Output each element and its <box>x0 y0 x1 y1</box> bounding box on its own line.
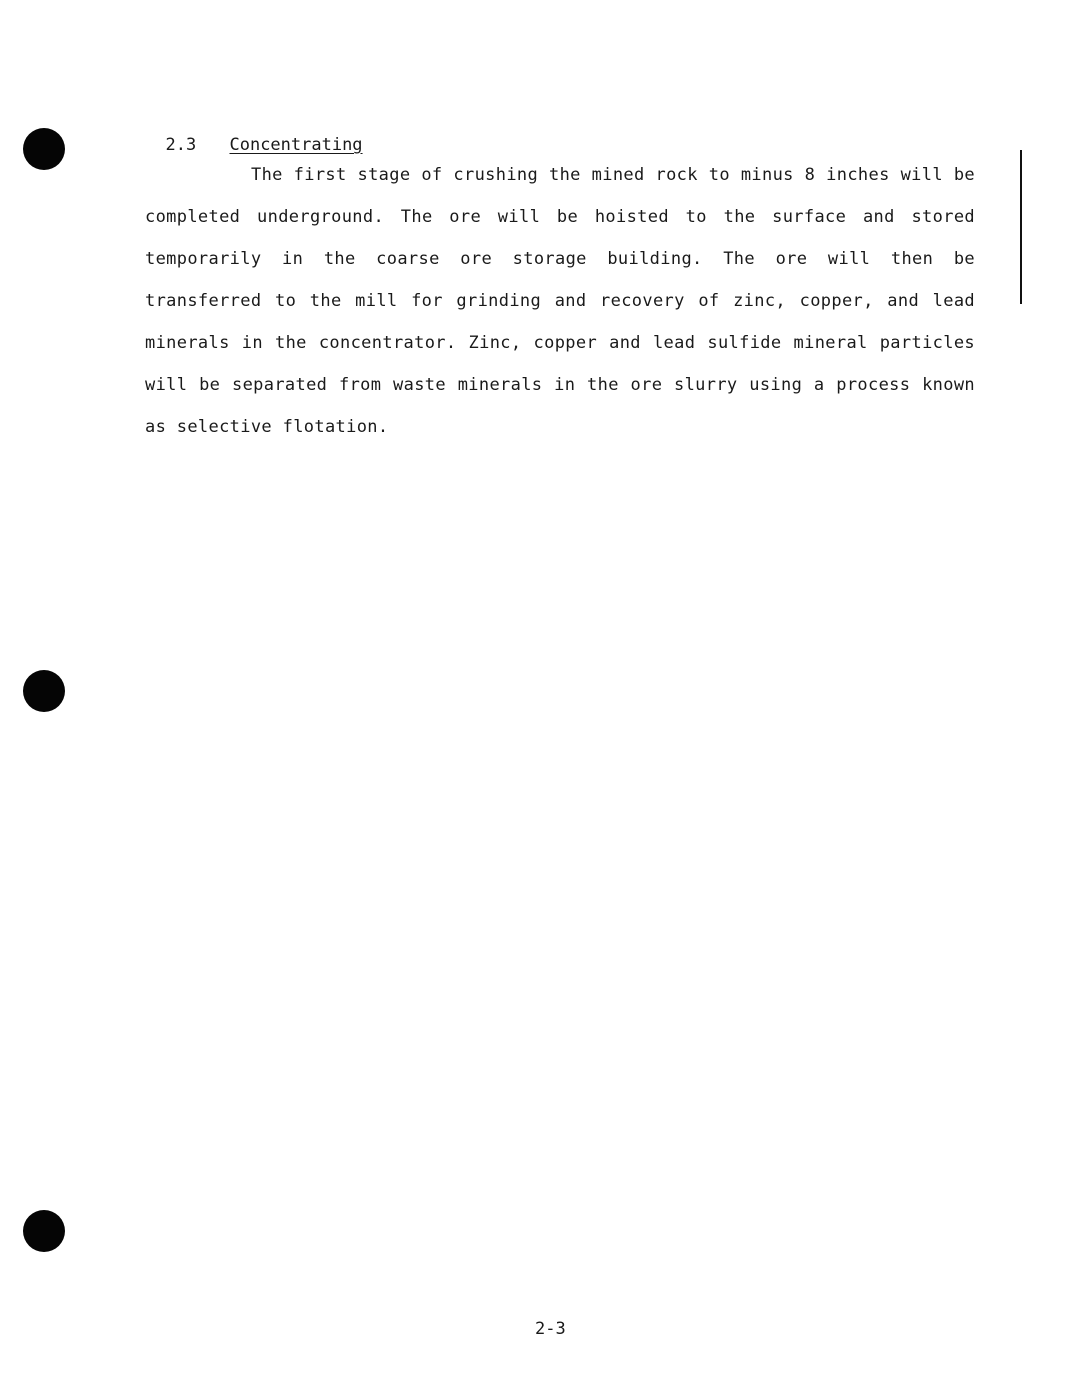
punch-hole-middle <box>23 670 65 712</box>
section-heading <box>145 112 363 156</box>
section-title: Concentrating <box>229 135 363 155</box>
revision-change-bar <box>1020 150 1022 304</box>
punch-hole-bottom <box>23 1210 65 1252</box>
page-number: 2-3 <box>535 1319 566 1339</box>
section-number: 2.3 <box>165 135 197 155</box>
body-paragraph: The first stage of crushing the mined rock to minus 8 inches will be completed underground. The ore will be hoisted to the surface and stored temporarily in the coarse ore storage building. The ore will then be transferred to the mill for grinding and recovery of zinc, copper, and lead minerals in the concentrator. Zinc, copper and lead sulfide mineral particles will be separated from waste minerals in the ore slurry using a process known as selective flotation. <box>145 165 975 437</box>
punch-hole-top <box>23 128 65 170</box>
